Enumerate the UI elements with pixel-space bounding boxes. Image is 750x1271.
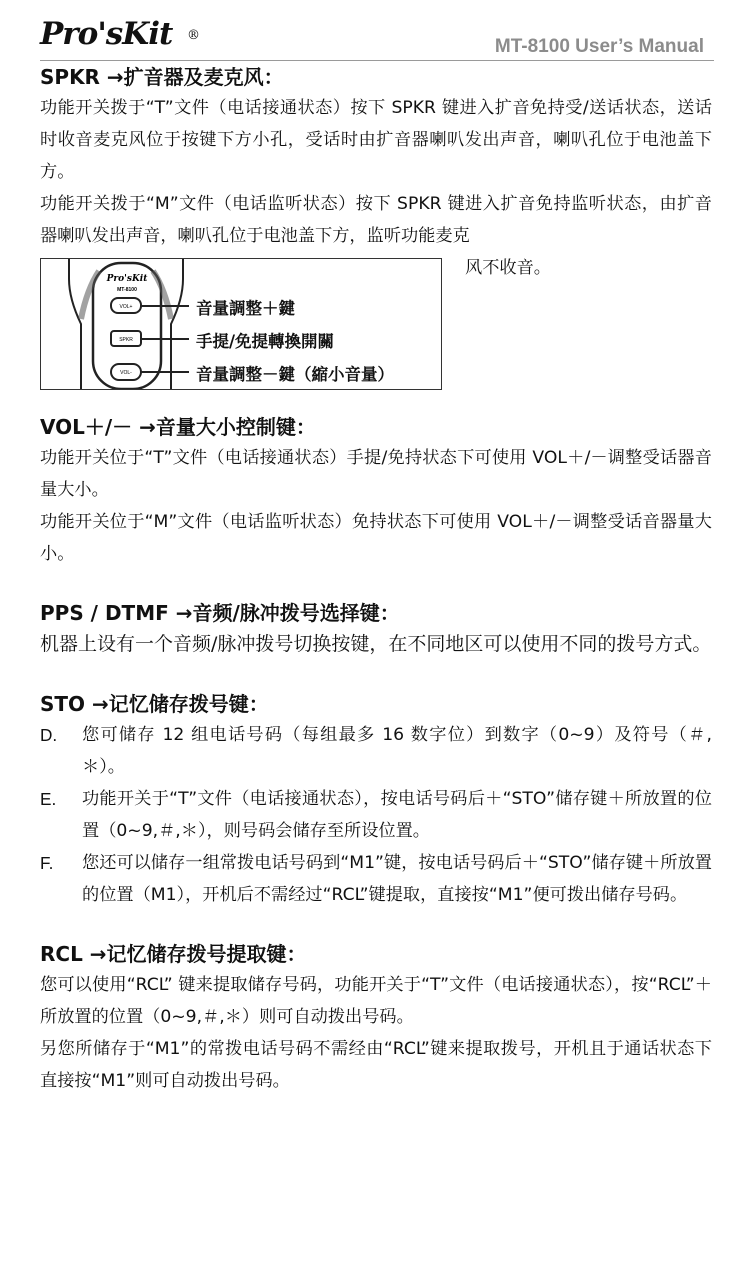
vol-plus-button-label: VOL+ bbox=[119, 304, 133, 310]
proskit-logo bbox=[40, 16, 199, 52]
section-title-vol: VOL＋/－ →音量大小控制键： bbox=[40, 415, 316, 439]
list-marker: F. bbox=[40, 853, 54, 873]
logo-text: Pro'sKit bbox=[40, 16, 173, 52]
list-text: 您还可以储存一组常拨电话号码到“M1”键，按电话号码后＋“STO”储存键＋所放置的位置（M1），开机后不需经过“RCL”键提取，直接按“M1”便可拨出储存号码。 bbox=[82, 853, 712, 905]
device-model-label: MT-8100 bbox=[117, 287, 137, 293]
section-title-sto: STO →记忆储存拨号键： bbox=[40, 692, 269, 716]
vol-paragraph-1: 功能开关位于“T”文件（电话接通状态）手提/免持状态下可使用 VOL＋/－调整受话器音量大小。 bbox=[40, 448, 712, 500]
list-text: 您可储存 12 组电话号码（每组最多 16 数字位）到数字（0~9）及符号（＃,＊）。 bbox=[82, 725, 712, 777]
section-title-pps: PPS / DTMF →音频/脉冲拨号选择键： bbox=[40, 601, 400, 625]
manual-title: MT-8100 User’s Manual bbox=[494, 36, 704, 57]
page-content bbox=[40, 62, 712, 1097]
rcl-paragraph-1: 您可以使用“RCL” 键来提取储存号码，功能开关于“T”文件（电话接通状态），按“RCL”＋所放置的位置（0~9,＃,＊）则可自动拨出号码。 bbox=[40, 975, 712, 1027]
sto-list bbox=[40, 719, 712, 911]
page-header bbox=[40, 14, 714, 60]
callout-vol-plus: 音量調整＋鍵 bbox=[196, 299, 295, 318]
list-text: 功能开关于“T”文件（电话接通状态），按电话号码后＋“STO”储存键＋所放置的位置（0~9,＃,＊），则号码会储存至所设位置。 bbox=[82, 789, 712, 841]
device-brand-label: Pro'sKit bbox=[106, 274, 148, 284]
list-marker: E. bbox=[40, 789, 57, 809]
phone-buttons-figure bbox=[40, 258, 442, 390]
spkr-paragraph-1: 功能开关拨于“T”文件（电话接通状态）按下 SPKR 键进入扩音免持受/送话状态，送话时收音麦克风位于按键下方小孔，受话时由扩音器喇叭发出声音，喇叭孔位于电池盖下方。 bbox=[40, 98, 712, 182]
vol-minus-button-label: VOL- bbox=[120, 370, 132, 376]
spkr-button-label: SPKR bbox=[119, 337, 133, 343]
vol-paragraph-2: 功能开关位于“M”文件（电话监听状态）免持状态下可使用 VOL＋/－调整受话音器量大小。 bbox=[40, 512, 712, 564]
registered-mark: ® bbox=[187, 28, 199, 43]
rcl-paragraph-2: 另您所储存于“M1”的常拨电话号码不需经由“RCL”键来提取拨号，开机且于通话状态下直接按“M1”则可自动拨出号码。 bbox=[40, 1039, 712, 1091]
section-title-rcl: RCL →记忆储存拨号提取键： bbox=[40, 942, 307, 966]
spkr-paragraph-2-tail: 风不收音。 bbox=[465, 258, 551, 278]
callout-spkr: 手提/免提轉換開關 bbox=[196, 332, 335, 351]
list-item bbox=[40, 719, 712, 783]
list-marker: D. bbox=[40, 725, 58, 745]
list-item bbox=[40, 783, 712, 847]
spkr-paragraph-2: 功能开关拨于“M”文件（电话监听状态）按下 SPKR 键进入扩音免持监听状态，由扩音器喇叭发出声音，喇叭孔位于电池盖下方，监听功能麦克 bbox=[40, 194, 712, 246]
section-title-spkr: SPKR →扩音器及麦克风： bbox=[40, 65, 284, 89]
spkr-figure-row bbox=[40, 252, 712, 392]
header-divider bbox=[40, 60, 714, 61]
pps-paragraph-1: 机器上设有一个音频/脉冲拨号切换按键，在不同地区可以使用不同的拨号方式。 bbox=[40, 633, 712, 655]
list-item bbox=[40, 847, 712, 911]
callout-vol-minus: 音量調整－鍵（縮小音量） bbox=[196, 365, 394, 384]
